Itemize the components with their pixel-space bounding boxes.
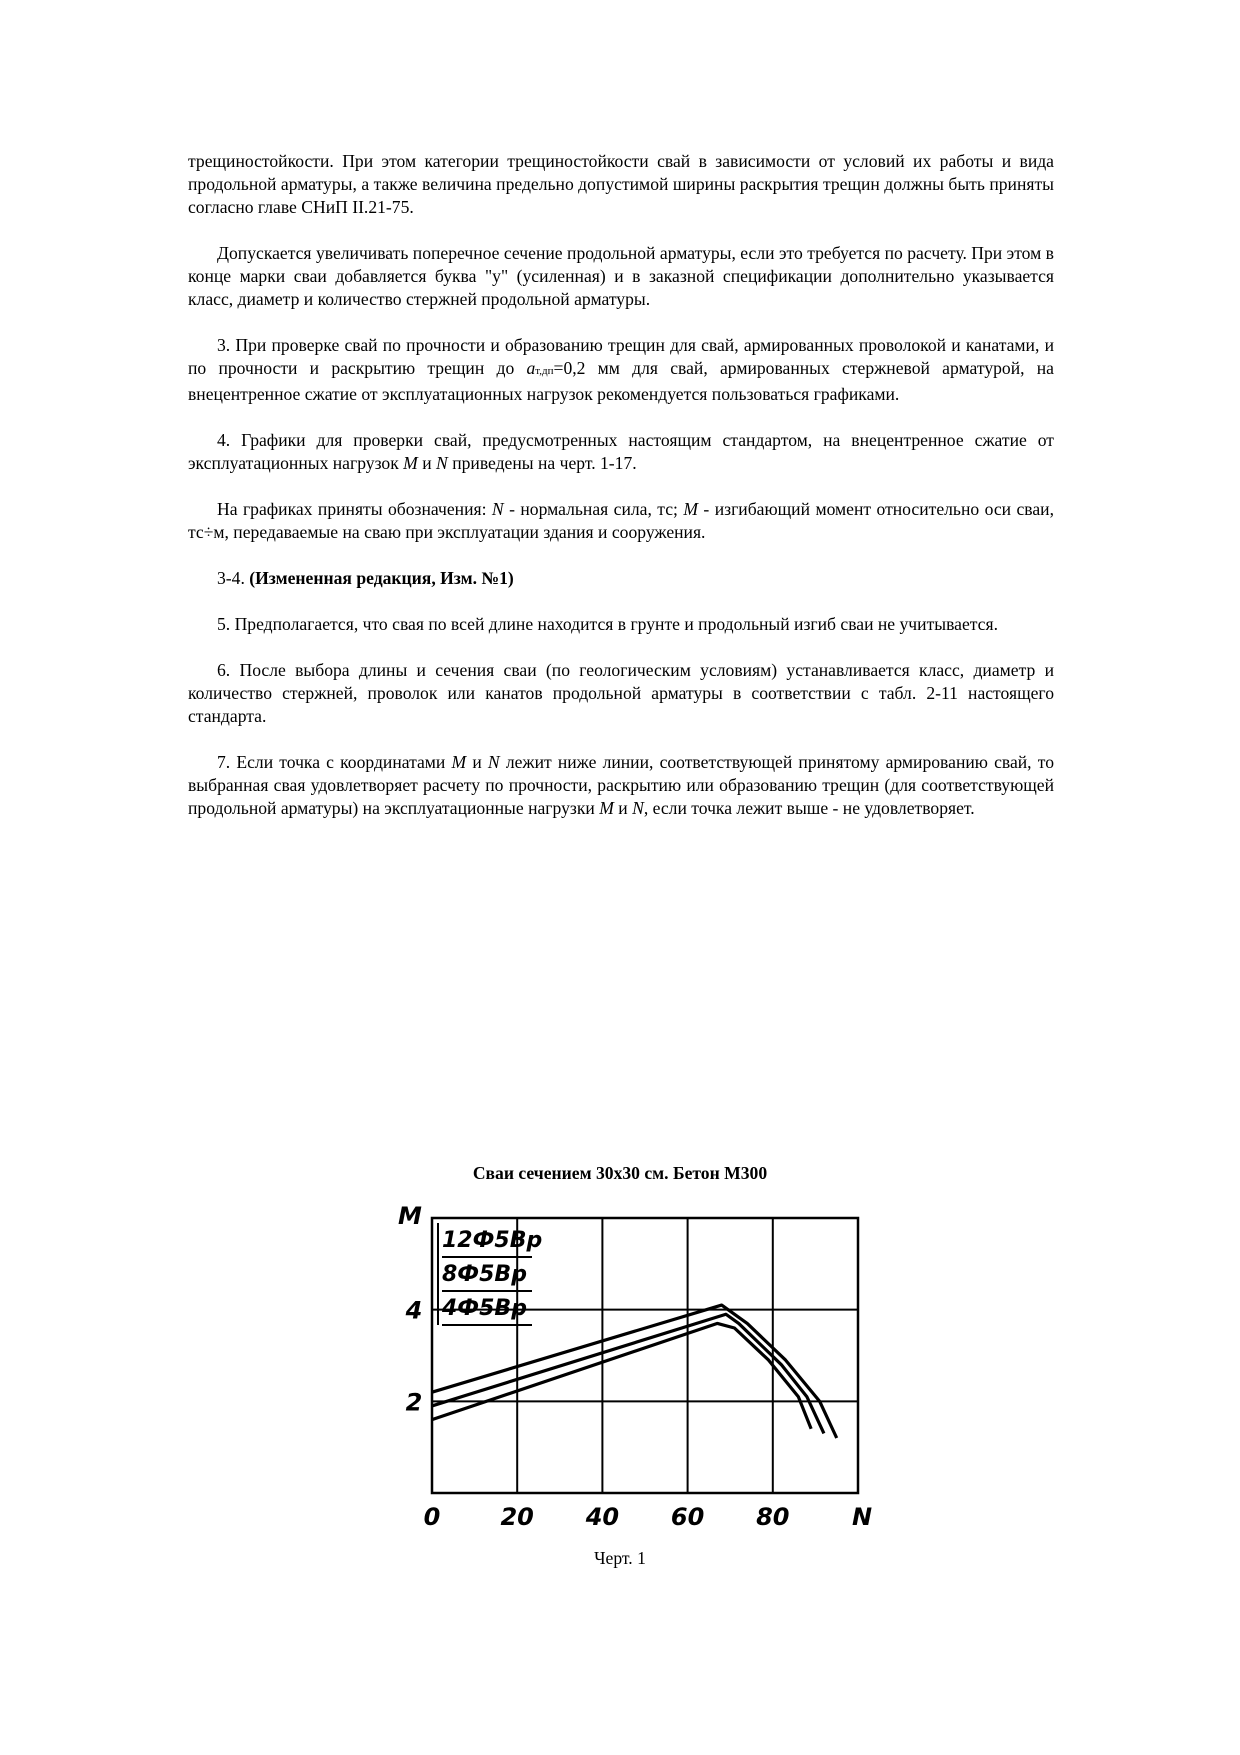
paragraph-6: 3-4. (Измененная редакция, Изм. №1): [217, 568, 514, 588]
paragraph-1: трещиностойкости. При этом категории трещиностойкости свай в зависимости от условий их работы и вида продольной арматуры, а также величина предельно допустимой ширины раскрытия трещин должны быть приняты согласно главе СНиП II.21-75.: [188, 151, 1054, 217]
chart-caption: Черт. 1: [594, 1548, 646, 1568]
x-tick-label: 60: [670, 1503, 705, 1531]
x-tick-label: 80: [756, 1503, 790, 1531]
paragraph-5: На графиках приняты обозначения: N - нормальная сила, тс; M - изгибающий момент относительно оси сваи, тс÷м, передаваемые на сваю при эксплуатации здания и сооружения.: [188, 499, 1054, 542]
legend-entry-2: 8Ф5Вр: [442, 1262, 527, 1287]
legend-entry-1: 12Ф5Вр: [442, 1228, 543, 1253]
paragraph-3: 3. При проверке свай по прочности и образованию трещин для свай, армированных проволокой и канатами, и по прочности и раскрытию трещин до aт,дп=0,2 мм для свай, армированных стержневой арматурой, на внецентренное сжатие от эксплуатационных нагрузок рекомендуется пользоваться графиками.: [188, 335, 1054, 404]
paragraph-2: Допускается увеличивать поперечное сечение продольной арматуры, если это требуется по расчету. При этом в конце марки сваи добавляется буква "у" (усиленная) и в заказной спецификации дополнительно указывается класс, диаметр и количество стержней продольной арматуры.: [188, 243, 1054, 309]
chart-grid: [432, 1218, 858, 1493]
y-tick-label: 4: [405, 1296, 423, 1325]
paragraph-9: 7. Если точка с координатами M и N лежит ниже линии, соответствующей принятому армированию свай, то выбранная свая удовлетворяет расчету по прочности, раскрытию или образованию трещин (для соответствующей продольной арматуры) на эксплуатационные нагрузки M и N, если точка лежит выше - не удовлетворяет.: [188, 752, 1054, 818]
x-tick-label: 20: [500, 1503, 534, 1531]
y-axis-label: M: [398, 1202, 422, 1230]
chart-labels: [398, 1202, 872, 1531]
paragraph-8: 6. После выбора длины и сечения сваи (по геологическим условиям) устанавливается класс, диаметр и количество стержней, проволок или канатов продольной арматуры в соответствии с табл. 2-11 настоящего стандарта.: [188, 660, 1054, 726]
paragraph-7: 5. Предполагается, что свая по всей длине находится в грунте и продольный изгиб сваи не учитывается.: [217, 614, 998, 634]
plot-frame: [432, 1218, 858, 1493]
amendment-note: (Измененная редакция, Изм. №1): [249, 568, 514, 588]
chart-title: Сваи сечением 30x30 см. Бетон М300: [472, 1163, 768, 1183]
legend-entry-3: 4Ф5Вр: [442, 1296, 527, 1321]
crack-width-symbol: a: [526, 358, 536, 378]
y-tick-label: 2: [405, 1388, 423, 1417]
x-tick-label: 0: [423, 1503, 441, 1531]
x-tick-label: 40: [585, 1503, 620, 1531]
x-axis-label: N: [851, 1503, 873, 1531]
paragraph-4: 4. Графики для проверки свай, предусмотренных настоящим стандартом, на внецентренное сжатие от эксплуатационных нагрузок M и N приведены на черт. 1-17.: [188, 430, 1054, 473]
